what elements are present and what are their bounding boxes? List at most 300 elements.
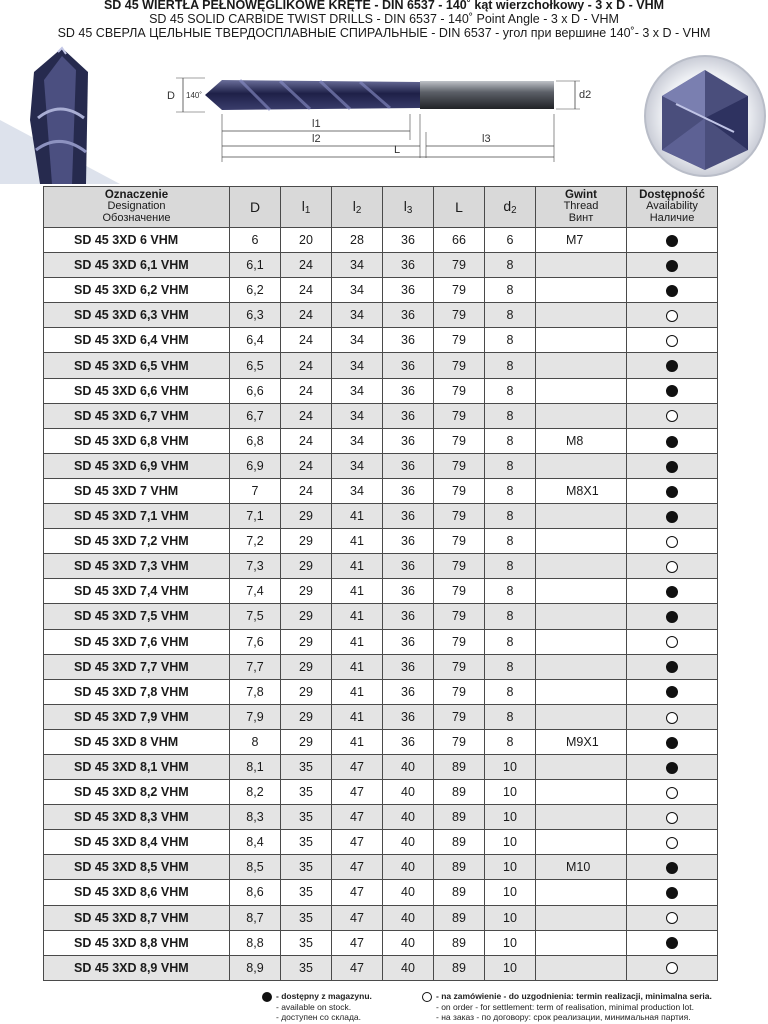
cell-thread [536,529,627,554]
table-row [44,504,718,529]
cell-L: 89 [434,905,485,930]
cell-L: 79 [434,378,485,403]
cell-l2: 47 [332,855,383,880]
cell-availability [627,704,718,729]
cell-d2: 8 [485,328,536,353]
cell-availability [627,955,718,980]
cell-L: 89 [434,855,485,880]
cell-d2: 10 [485,805,536,830]
cell-l1: 29 [281,529,332,554]
cell-l3: 40 [383,955,434,980]
cell-designation: SD 45 3XD 8 VHM [44,729,230,754]
cell-designation: SD 45 3XD 8,6 VHM [44,880,230,905]
cell-thread [536,955,627,980]
cell-D: 6,5 [230,353,281,378]
cell-thread: M8 [536,428,627,453]
cell-L: 79 [434,428,485,453]
cell-d2: 8 [485,604,536,629]
legend-on-order [436,991,712,1023]
cell-L: 79 [434,529,485,554]
cell-designation: SD 45 3XD 8,9 VHM [44,955,230,980]
cell-l2: 34 [332,253,383,278]
cell-D: 8,9 [230,955,281,980]
table-row [44,278,718,303]
cell-l2: 47 [332,805,383,830]
cell-l2: 34 [332,428,383,453]
cell-availability [627,729,718,754]
cell-thread [536,754,627,779]
cell-d2: 8 [485,278,536,303]
cell-designation: SD 45 3XD 6,9 VHM [44,453,230,478]
cell-l1: 29 [281,704,332,729]
cell-D: 8,7 [230,905,281,930]
cell-D: 8 [230,729,281,754]
cell-l1: 35 [281,955,332,980]
cell-L: 79 [434,629,485,654]
cell-availability [627,353,718,378]
table-row [44,303,718,328]
dim-d2-label: d2 [579,89,592,101]
cell-l1: 24 [281,478,332,503]
cell-thread [536,830,627,855]
cell-D: 6,9 [230,453,281,478]
filled-circle-icon [262,992,272,1002]
table-row [44,604,718,629]
dim-l3-label: l3 [482,133,491,145]
cell-designation: SD 45 3XD 7,9 VHM [44,704,230,729]
cell-d2: 8 [485,478,536,503]
cell-l2: 47 [332,905,383,930]
cell-l1: 29 [281,504,332,529]
cell-thread: M8X1 [536,478,627,503]
cell-D: 6,2 [230,278,281,303]
cell-availability [627,554,718,579]
cell-L: 79 [434,453,485,478]
table-row [44,328,718,353]
cell-L: 89 [434,805,485,830]
legend-stock-en: - available on stock. [276,1001,352,1012]
cell-D: 7,4 [230,579,281,604]
cell-L: 79 [434,303,485,328]
table-row [44,880,718,905]
cell-d2: 6 [485,228,536,253]
cell-designation: SD 45 3XD 8,1 VHM [44,754,230,779]
cell-l3: 36 [383,704,434,729]
table-row [44,805,718,830]
cell-l3: 40 [383,905,434,930]
cell-L: 79 [434,353,485,378]
cell-D: 7,9 [230,704,281,729]
cell-l1: 24 [281,328,332,353]
cell-D: 6,3 [230,303,281,328]
legend-in-stock [276,991,372,1023]
cell-l3: 36 [383,278,434,303]
empty-circle-icon [666,812,678,824]
cell-thread [536,604,627,629]
cell-D: 7,6 [230,629,281,654]
cell-D: 6 [230,228,281,253]
legend-stock-pl: - dostępny z magazynu. [276,991,372,1001]
cell-D: 8,1 [230,754,281,779]
cell-d2: 10 [485,855,536,880]
cell-thread [536,780,627,805]
filled-circle-icon [666,235,678,247]
cell-l3: 40 [383,880,434,905]
cell-availability [627,529,718,554]
cell-l2: 34 [332,453,383,478]
cell-l2: 34 [332,328,383,353]
cell-D: 8,2 [230,780,281,805]
cell-availability [627,604,718,629]
cell-d2: 8 [485,704,536,729]
cell-D: 7,5 [230,604,281,629]
cell-d2: 8 [485,554,536,579]
filled-circle-icon [666,611,678,623]
cell-D: 6,8 [230,428,281,453]
empty-circle-icon [666,410,678,422]
cell-L: 79 [434,403,485,428]
cell-L: 89 [434,880,485,905]
empty-circle-icon [666,712,678,724]
empty-circle-icon [666,561,678,573]
table-row [44,780,718,805]
cell-thread [536,554,627,579]
cell-l3: 36 [383,428,434,453]
cell-l3: 36 [383,378,434,403]
empty-circle-icon [422,992,432,1002]
cell-D: 7,1 [230,504,281,529]
cell-l3: 36 [383,579,434,604]
filled-circle-icon [666,285,678,297]
cell-availability [627,754,718,779]
filled-circle-icon [666,511,678,523]
filled-circle-icon [666,360,678,372]
cell-D: 7,7 [230,654,281,679]
cell-availability [627,654,718,679]
cell-designation: SD 45 3XD 6,4 VHM [44,328,230,353]
cell-l3: 40 [383,855,434,880]
cell-designation: SD 45 3XD 7,6 VHM [44,629,230,654]
cell-l2: 47 [332,754,383,779]
cell-l3: 40 [383,780,434,805]
header-D: D [230,187,281,228]
header-L: L [434,187,485,228]
cell-thread [536,378,627,403]
cell-d2: 8 [485,303,536,328]
cell-d2: 10 [485,780,536,805]
cell-availability [627,228,718,253]
table-row [44,754,718,779]
cell-d2: 10 [485,830,536,855]
cell-l1: 35 [281,855,332,880]
dim-L-label: L [394,144,401,156]
filled-circle-icon [666,661,678,673]
filled-circle-icon [666,762,678,774]
cell-L: 79 [434,729,485,754]
cell-l1: 29 [281,629,332,654]
cell-availability [627,453,718,478]
cell-D: 8,8 [230,930,281,955]
cell-D: 7,8 [230,679,281,704]
cell-D: 8,5 [230,855,281,880]
cell-l1: 29 [281,604,332,629]
cell-designation: SD 45 3XD 8,2 VHM [44,780,230,805]
cell-L: 79 [434,604,485,629]
cell-l1: 24 [281,278,332,303]
cell-L: 79 [434,478,485,503]
filled-circle-icon [666,887,678,899]
cell-l2: 47 [332,955,383,980]
dim-l1-label: l1 [312,118,321,130]
dim-l2-label: l2 [312,133,321,145]
cell-d2: 8 [485,654,536,679]
cell-l1: 35 [281,930,332,955]
cell-l2: 41 [332,679,383,704]
empty-circle-icon [666,837,678,849]
cell-thread [536,353,627,378]
cell-designation: SD 45 3XD 6 VHM [44,228,230,253]
cell-l1: 24 [281,378,332,403]
legend-order-ru: - на заказ - по договору: срок реализации, минимальная партия. [436,1012,691,1022]
cell-D: 7,2 [230,529,281,554]
cell-d2: 8 [485,253,536,278]
cell-designation: SD 45 3XD 8,8 VHM [44,930,230,955]
cell-d2: 10 [485,880,536,905]
cell-thread [536,453,627,478]
cell-l1: 24 [281,403,332,428]
cell-l3: 40 [383,830,434,855]
cell-l3: 36 [383,303,434,328]
cell-thread [536,654,627,679]
cell-l1: 35 [281,905,332,930]
cell-L: 79 [434,278,485,303]
drill-technical-drawing [167,78,591,162]
header-d2: d2 [485,187,536,228]
table-row [44,930,718,955]
header-designation: Oznaczenie Designation Обозначение [44,187,230,228]
cell-d2: 10 [485,754,536,779]
cell-designation: SD 45 3XD 8,4 VHM [44,830,230,855]
cell-L: 79 [434,579,485,604]
table-body [44,228,718,981]
cell-l1: 29 [281,554,332,579]
cell-availability [627,504,718,529]
cell-thread [536,805,627,830]
cell-L: 79 [434,554,485,579]
cell-thread [536,303,627,328]
cell-availability [627,253,718,278]
cell-d2: 8 [485,679,536,704]
empty-circle-icon [666,636,678,648]
cell-l3: 36 [383,554,434,579]
cell-l2: 41 [332,579,383,604]
cell-availability [627,579,718,604]
cell-availability [627,830,718,855]
title-block [0,0,768,40]
title-russian: SD 45 СВЕРЛА ЦЕЛЬНЫЕ ТВЕРДОСПЛАВНЫЕ СПИРАЛЬНЫЕ - DIN 6537 - угол при вершине 140˚- 3 x D - VHM [57,26,711,40]
cell-d2: 8 [485,378,536,403]
cell-d2: 8 [485,529,536,554]
cell-designation: SD 45 3XD 7,3 VHM [44,554,230,579]
table-row [44,629,718,654]
cell-thread [536,704,627,729]
filled-circle-icon [666,862,678,874]
filled-circle-icon [666,461,678,473]
cell-l1: 24 [281,303,332,328]
cell-l3: 36 [383,228,434,253]
legend-order-en: - on order - for settlement: term of realisation, minimal production lot. [436,1001,694,1012]
cell-l2: 41 [332,729,383,754]
cell-L: 89 [434,754,485,779]
table-row [44,529,718,554]
cell-availability [627,478,718,503]
cell-l2: 41 [332,654,383,679]
table-row [44,428,718,453]
cell-l3: 36 [383,328,434,353]
cell-l3: 36 [383,478,434,503]
cell-d2: 10 [485,955,536,980]
header-illustration [0,44,768,184]
cell-l2: 34 [332,353,383,378]
cell-l3: 36 [383,729,434,754]
cell-designation: SD 45 3XD 8,3 VHM [44,805,230,830]
cell-availability [627,780,718,805]
cell-designation: SD 45 3XD 7,4 VHM [44,579,230,604]
cell-availability [627,880,718,905]
cell-l1: 29 [281,679,332,704]
table-row [44,403,718,428]
table-header-row [44,187,718,228]
cell-D: 8,4 [230,830,281,855]
cell-L: 79 [434,654,485,679]
cell-designation: SD 45 3XD 7,7 VHM [44,654,230,679]
cell-l3: 40 [383,754,434,779]
table-row [44,554,718,579]
cell-l1: 24 [281,353,332,378]
filled-circle-icon [666,686,678,698]
empty-circle-icon [666,335,678,347]
dim-D-label: D [167,90,175,102]
title-polish: SD 45 WIERTŁA PEŁNOWĘGLIKOWE KRĘTE - DIN 6537 - 140˚ kąt wierzchołkowy - 3 x D - VHM [103,0,665,12]
cell-l2: 47 [332,780,383,805]
cell-l1: 24 [281,428,332,453]
cell-availability [627,679,718,704]
cell-L: 89 [434,930,485,955]
cell-thread [536,253,627,278]
legend-stock-ru: - доступен со склада. [276,1012,361,1022]
cell-designation: SD 45 3XD 8,5 VHM [44,855,230,880]
cell-availability [627,328,718,353]
filled-circle-icon [666,486,678,498]
drill-spec-table [43,186,718,981]
empty-circle-icon [666,912,678,924]
cell-D: 6,6 [230,378,281,403]
empty-circle-icon [666,787,678,799]
cell-l1: 29 [281,729,332,754]
cell-D: 6,4 [230,328,281,353]
cell-l2: 41 [332,704,383,729]
cell-thread [536,880,627,905]
cell-l1: 29 [281,579,332,604]
cell-availability [627,403,718,428]
cell-availability [627,930,718,955]
cell-thread [536,905,627,930]
table-row [44,353,718,378]
table-row [44,704,718,729]
table-row [44,579,718,604]
cell-D: 7,3 [230,554,281,579]
cell-L: 79 [434,504,485,529]
cell-L: 79 [434,328,485,353]
cell-thread [536,278,627,303]
cell-l2: 34 [332,378,383,403]
cell-designation: SD 45 3XD 7,8 VHM [44,679,230,704]
cell-l1: 20 [281,228,332,253]
table-row [44,654,718,679]
empty-circle-icon [666,962,678,974]
cell-designation: SD 45 3XD 7,2 VHM [44,529,230,554]
cell-d2: 10 [485,930,536,955]
table-row [44,228,718,253]
filled-circle-icon [666,260,678,272]
cell-l3: 36 [383,654,434,679]
cell-l3: 36 [383,604,434,629]
legend-order-pl: - na zamówienie - do uzgodnienia: termin realizacji, minimalna seria. [436,991,712,1001]
cell-l2: 41 [332,529,383,554]
cell-l2: 41 [332,554,383,579]
cell-l2: 47 [332,880,383,905]
cell-l2: 47 [332,830,383,855]
cell-D: 6,7 [230,403,281,428]
empty-circle-icon [666,310,678,322]
cell-l2: 41 [332,504,383,529]
title-english: SD 45 SOLID CARBIDE TWIST DRILLS - DIN 6537 - 140˚ Point Angle - 3 x D - VHM [149,12,619,26]
cell-d2: 8 [485,579,536,604]
table-row [44,955,718,980]
cell-thread [536,504,627,529]
header-thread: Gwint Thread Винт [536,187,627,228]
cell-thread [536,328,627,353]
cell-thread: M10 [536,855,627,880]
table-row [44,253,718,278]
cell-d2: 8 [485,504,536,529]
empty-circle-icon [666,536,678,548]
cell-availability [627,629,718,654]
filled-circle-icon [666,586,678,598]
table-row [44,679,718,704]
drill-point-photo-right [645,56,765,176]
cell-l2: 28 [332,228,383,253]
cell-l3: 36 [383,529,434,554]
cell-l3: 36 [383,504,434,529]
filled-circle-icon [666,385,678,397]
cell-designation: SD 45 3XD 6,3 VHM [44,303,230,328]
cell-availability [627,428,718,453]
cell-l1: 24 [281,253,332,278]
table-row [44,729,718,754]
cell-availability [627,855,718,880]
cell-designation: SD 45 3XD 6,7 VHM [44,403,230,428]
cell-designation: SD 45 3XD 6,2 VHM [44,278,230,303]
cell-L: 66 [434,228,485,253]
cell-l3: 36 [383,403,434,428]
header-l2: l2 [332,187,383,228]
cell-l1: 35 [281,780,332,805]
cell-L: 89 [434,780,485,805]
filled-circle-icon [666,737,678,749]
table-row [44,905,718,930]
cell-D: 6,1 [230,253,281,278]
